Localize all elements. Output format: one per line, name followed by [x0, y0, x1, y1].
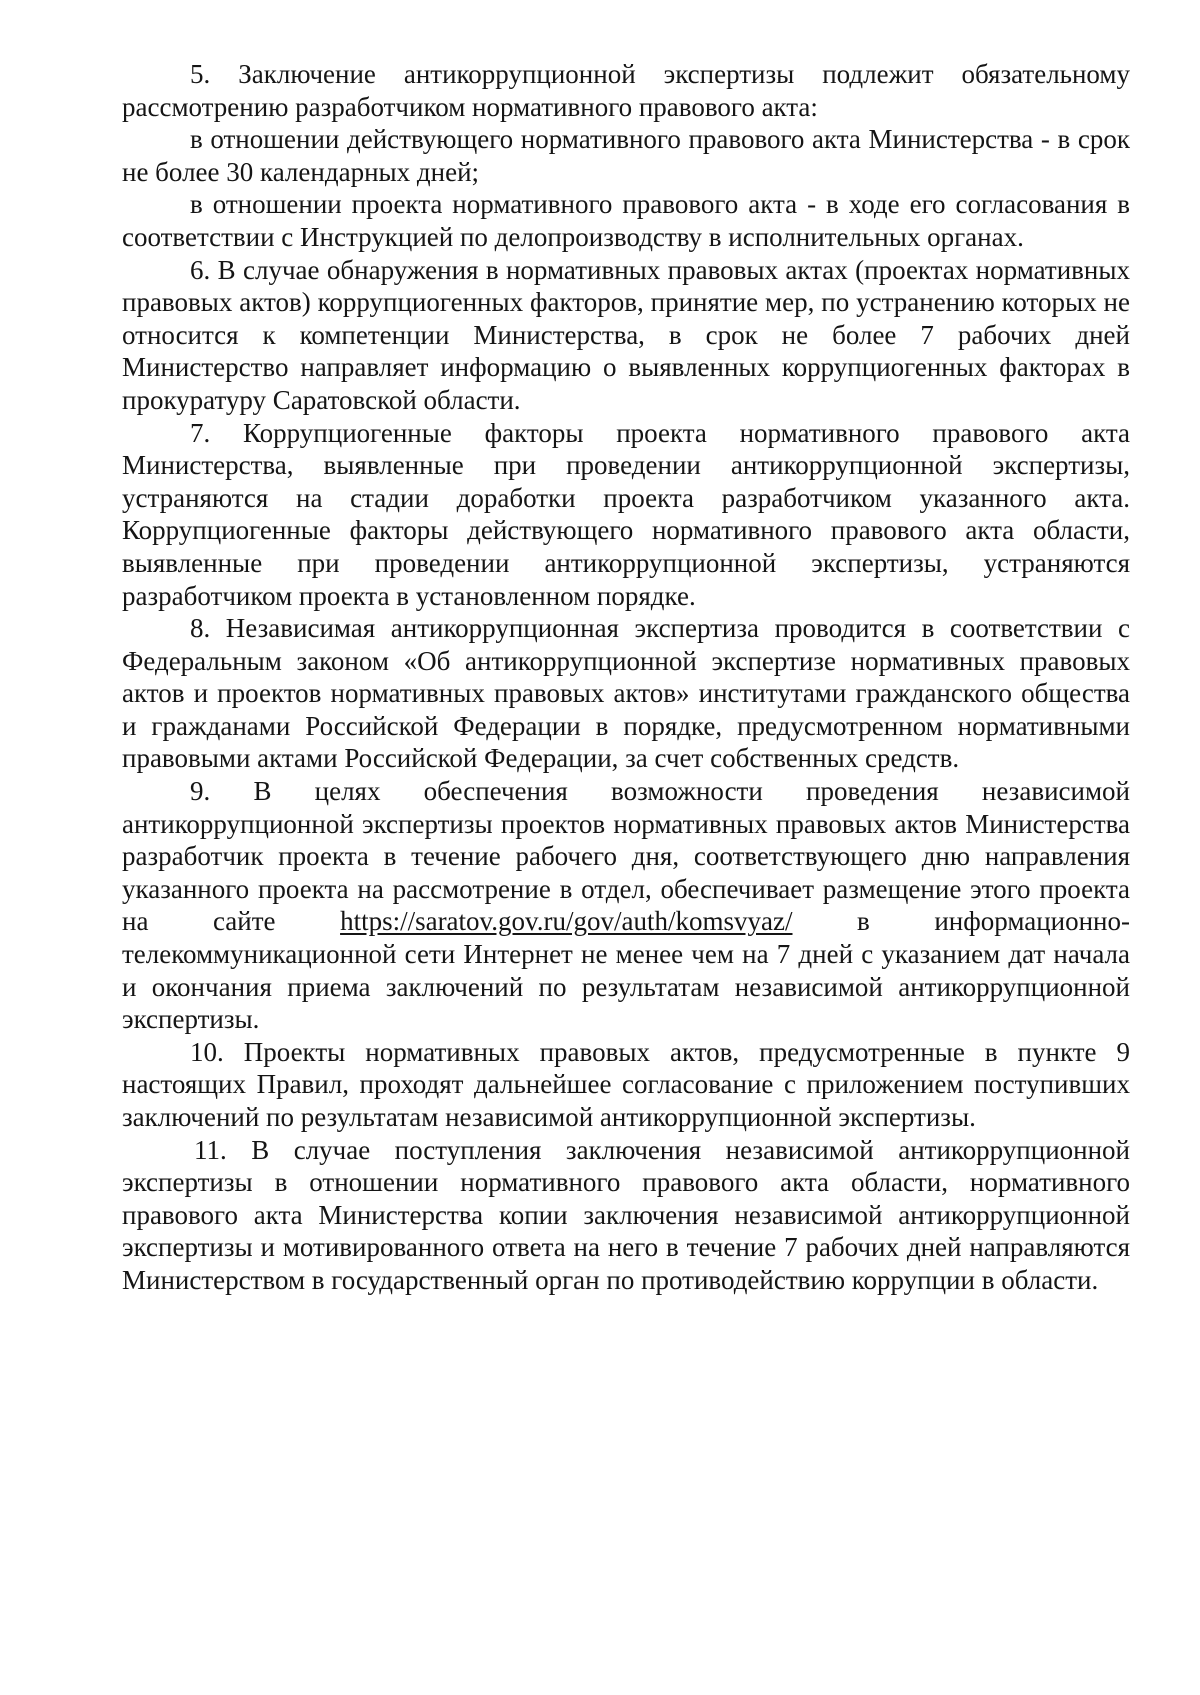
document-page: [122, 58, 1130, 1297]
paragraph-6: 6. В случае обнаружения в нормативных правовых актах (проектах нормативных правовых актов) коррупциогенных факторов, принятие мер, по устранению которых не относится к компетенции Министерства, в срок не более 7 рабочих дней Министерство направляет информацию о выявленных коррупциогенных факторах в прокуратуру Саратовской области.: [122, 254, 1130, 415]
paragraph-5-draft-act: в отношении проекта нормативного правового акта - в ходе его согласования в соответствии с Инструкцией по делопроизводству в исполнительных органах.: [122, 189, 1130, 252]
paragraph-9-text-end: в информационно-телекоммуникационной сети Интернет не менее чем на 7 дней с указанием дат начала и окончания приема заключений по результатам независимой антикоррупционной экспертизы.: [122, 906, 1130, 1035]
paragraph-8: 8. Независимая антикоррупционная экспертиза проводится в соответствии с Федеральным законом «Об антикоррупционной экспертизе нормативных правовых актов и проектов нормативных правовых актов» институтами гражданского общества и гражданами Российской Федерации в порядке, предусмотренном нормативными правовыми актами Российской Федерации, за счет собственных средств.: [122, 613, 1130, 774]
paragraph-10: 10. Проекты нормативных правовых актов, предусмотренные в пункте 9 настоящих Правил, проходят дальнейшее согласование с приложением поступивших заключений по результатам независимой антикоррупционной экспертизы.: [122, 1036, 1130, 1132]
paragraph-5-existing-act: в отношении действующего нормативного правового акта Министерства - в срок не более 30 календарных дней;: [122, 124, 1130, 187]
paragraph-7: 7. Коррупциогенные факторы проекта нормативного правового акта Министерства, выявленные при проведении антикоррупционной экспертизы, устраняются на стадии доработки проекта разработчиком указанного акта. Коррупциогенные факторы действующего нормативного правового акта области, выявленные при проведении антикоррупционной экспертизы, устраняются разработчиком проекта в установленном порядке.: [122, 417, 1130, 611]
paragraph-5: 5. Заключение антикоррупционной экспертизы подлежит обязательному рассмотрению разработчиком нормативного правового акта:: [122, 59, 1130, 122]
paragraph-9-text-start: 9. В целях обеспечения возможности проведения независимой антикоррупционной экспертизы проектов нормативных правовых актов Министерства разработчик проекта в течение рабочего дня, соответствующего дню направления указанного проекта на рассмотрение в отдел, обеспечивает размещение этого проекта на сайте: [122, 776, 1130, 937]
paragraph-9: [122, 775, 1130, 1036]
paragraph-11: 11. В случае поступления заключения независимой антикоррупционной экспертизы в отношении нормативного правового акта области, нормативного правового акта Министерства копии заключения независимой антикоррупционной экспертизы и мотивированного ответа на него в течение 7 рабочих дней направляются Министерством в государственный орган по противодействию коррупции в области.: [122, 1134, 1130, 1295]
website-link[interactable]: https://saratov.gov.ru/gov/auth/komsvyaz/: [340, 906, 793, 937]
